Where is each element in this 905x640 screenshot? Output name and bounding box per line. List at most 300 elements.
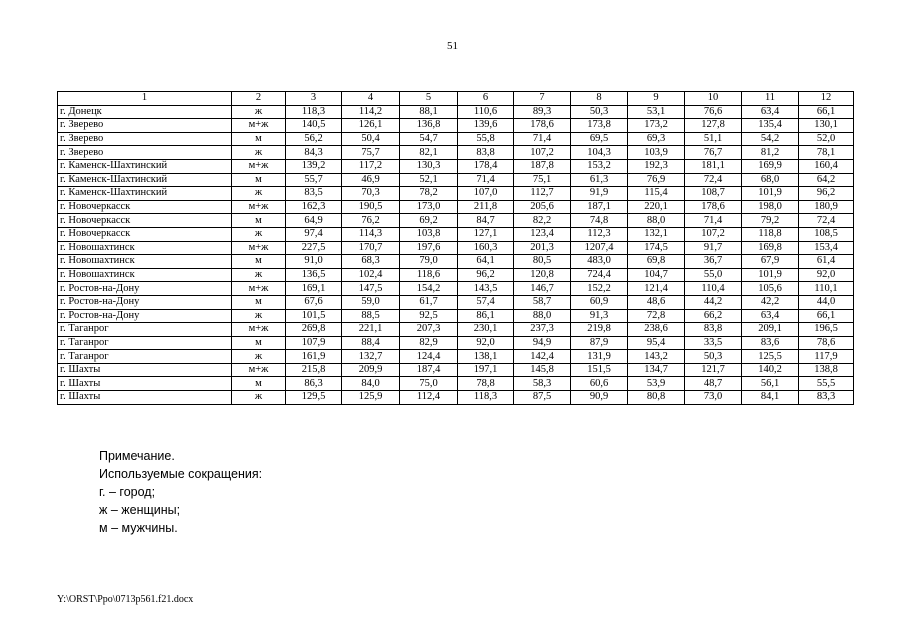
value-cell: 152,2	[571, 282, 628, 296]
value-cell: 124,4	[400, 350, 458, 364]
value-cell: 162,3	[286, 200, 342, 214]
value-cell: 114,2	[342, 105, 400, 119]
value-cell: 101,9	[742, 268, 799, 282]
sex-cell: м	[232, 214, 286, 228]
value-cell: 96,2	[799, 187, 854, 201]
value-cell: 207,3	[400, 323, 458, 337]
value-cell: 76,2	[342, 214, 400, 228]
value-cell: 139,2	[286, 159, 342, 173]
table-row	[58, 241, 854, 255]
city-cell: г. Шахты	[58, 391, 232, 405]
value-cell: 107,9	[286, 336, 342, 350]
table-row	[58, 268, 854, 282]
value-cell: 66,2	[685, 309, 742, 323]
value-cell: 51,1	[685, 132, 742, 146]
sex-cell: м+ж	[232, 323, 286, 337]
value-cell: 131,9	[571, 350, 628, 364]
value-cell: 178,6	[685, 200, 742, 214]
value-cell: 121,4	[628, 282, 685, 296]
city-cell: г. Шахты	[58, 363, 232, 377]
value-cell: 84,3	[286, 146, 342, 160]
value-cell: 197,1	[458, 363, 514, 377]
value-cell: 84,0	[342, 377, 400, 391]
city-cell: г. Таганрог	[58, 323, 232, 337]
value-cell: 132,1	[628, 227, 685, 241]
value-cell: 140,5	[286, 119, 342, 133]
sex-cell: м+ж	[232, 159, 286, 173]
value-cell: 92,5	[400, 309, 458, 323]
table-row	[58, 119, 854, 133]
value-cell: 54,2	[742, 132, 799, 146]
value-cell: 170,7	[342, 241, 400, 255]
value-cell: 134,7	[628, 363, 685, 377]
value-cell: 92,0	[799, 268, 854, 282]
table-row	[58, 350, 854, 364]
value-cell: 88,0	[514, 309, 571, 323]
value-cell: 178,6	[514, 119, 571, 133]
table-row	[58, 309, 854, 323]
table-row	[58, 105, 854, 119]
value-cell: 118,6	[400, 268, 458, 282]
value-cell: 88,1	[400, 105, 458, 119]
value-cell: 724,4	[571, 268, 628, 282]
value-cell: 46,9	[342, 173, 400, 187]
sex-cell: ж	[232, 187, 286, 201]
city-cell: г. Ростов-на-Дону	[58, 309, 232, 323]
value-cell: 101,9	[742, 187, 799, 201]
city-cell: г. Шахты	[58, 377, 232, 391]
value-cell: 88,0	[628, 214, 685, 228]
value-cell: 110,4	[685, 282, 742, 296]
city-cell: г. Новошахтинск	[58, 255, 232, 269]
value-cell: 112,4	[400, 391, 458, 405]
sex-cell: ж	[232, 391, 286, 405]
sex-cell: ж	[232, 309, 286, 323]
value-cell: 53,9	[628, 377, 685, 391]
value-cell: 59,0	[342, 295, 400, 309]
table-row	[58, 282, 854, 296]
value-cell: 66,1	[799, 105, 854, 119]
value-cell: 80,5	[514, 255, 571, 269]
data-table	[57, 91, 854, 405]
value-cell: 118,3	[286, 105, 342, 119]
city-cell: г. Ростов-на-Дону	[58, 295, 232, 309]
sex-cell: ж	[232, 105, 286, 119]
value-cell: 117,9	[799, 350, 854, 364]
sex-cell: м+ж	[232, 363, 286, 377]
value-cell: 181,1	[685, 159, 742, 173]
value-cell: 56,2	[286, 132, 342, 146]
value-cell: 71,4	[514, 132, 571, 146]
value-cell: 61,3	[571, 173, 628, 187]
value-cell: 153,2	[571, 159, 628, 173]
value-cell: 50,3	[571, 105, 628, 119]
table-header-row	[58, 92, 854, 106]
value-cell: 146,7	[514, 282, 571, 296]
value-cell: 42,2	[742, 295, 799, 309]
sex-cell: м+ж	[232, 200, 286, 214]
value-cell: 114,3	[342, 227, 400, 241]
value-cell: 173,2	[628, 119, 685, 133]
value-cell: 72,4	[799, 214, 854, 228]
value-cell: 219,8	[571, 323, 628, 337]
value-cell: 211,8	[458, 200, 514, 214]
value-cell: 145,8	[514, 363, 571, 377]
value-cell: 173,0	[400, 200, 458, 214]
city-cell: г. Каменск-Шахтинский	[58, 159, 232, 173]
value-cell: 83,8	[458, 146, 514, 160]
value-cell: 75,7	[342, 146, 400, 160]
notes-title: Примечание.	[99, 449, 175, 463]
column-header: 5	[400, 92, 458, 106]
value-cell: 96,2	[458, 268, 514, 282]
sex-cell: ж	[232, 268, 286, 282]
value-cell: 160,3	[458, 241, 514, 255]
notes-intro: Используемые сокращения:	[99, 467, 263, 481]
value-cell: 130,1	[799, 119, 854, 133]
value-cell: 105,6	[742, 282, 799, 296]
value-cell: 72,8	[628, 309, 685, 323]
value-cell: 60,6	[571, 377, 628, 391]
column-header: 4	[342, 92, 400, 106]
notes-section	[99, 447, 262, 537]
value-cell: 75,0	[400, 377, 458, 391]
value-cell: 91,7	[685, 241, 742, 255]
value-cell: 36,7	[685, 255, 742, 269]
value-cell: 187,4	[400, 363, 458, 377]
table-row	[58, 295, 854, 309]
value-cell: 80,8	[628, 391, 685, 405]
value-cell: 161,9	[286, 350, 342, 364]
value-cell: 104,3	[571, 146, 628, 160]
value-cell: 138,1	[458, 350, 514, 364]
value-cell: 108,5	[799, 227, 854, 241]
city-cell: г. Новошахтинск	[58, 268, 232, 282]
column-header: 3	[286, 92, 342, 106]
sex-cell: м+ж	[232, 119, 286, 133]
value-cell: 117,2	[342, 159, 400, 173]
value-cell: 173,8	[571, 119, 628, 133]
value-cell: 55,7	[286, 173, 342, 187]
value-cell: 87,9	[571, 336, 628, 350]
value-cell: 143,5	[458, 282, 514, 296]
value-cell: 190,5	[342, 200, 400, 214]
value-cell: 87,5	[514, 391, 571, 405]
value-cell: 107,2	[685, 227, 742, 241]
value-cell: 151,5	[571, 363, 628, 377]
sex-cell: м+ж	[232, 241, 286, 255]
sex-cell: м	[232, 295, 286, 309]
sex-cell: ж	[232, 146, 286, 160]
value-cell: 160,4	[799, 159, 854, 173]
value-cell: 197,6	[400, 241, 458, 255]
sex-cell: ж	[232, 350, 286, 364]
notes-item: г. – город;	[99, 485, 156, 499]
sex-cell: м	[232, 377, 286, 391]
table-row	[58, 146, 854, 160]
table-row	[58, 200, 854, 214]
value-cell: 78,2	[400, 187, 458, 201]
sex-cell: м	[232, 173, 286, 187]
value-cell: 118,3	[458, 391, 514, 405]
page-number: 51	[447, 40, 458, 52]
value-cell: 44,0	[799, 295, 854, 309]
table-row	[58, 173, 854, 187]
value-cell: 55,8	[458, 132, 514, 146]
value-cell: 107,2	[514, 146, 571, 160]
value-cell: 76,6	[685, 105, 742, 119]
value-cell: 52,1	[400, 173, 458, 187]
value-cell: 180,9	[799, 200, 854, 214]
notes-item: м – мужчины.	[99, 521, 178, 535]
value-cell: 57,4	[458, 295, 514, 309]
value-cell: 129,5	[286, 391, 342, 405]
value-cell: 169,1	[286, 282, 342, 296]
value-cell: 101,5	[286, 309, 342, 323]
table-row	[58, 132, 854, 146]
value-cell: 110,6	[458, 105, 514, 119]
value-cell: 61,4	[799, 255, 854, 269]
value-cell: 76,9	[628, 173, 685, 187]
value-cell: 209,9	[342, 363, 400, 377]
value-cell: 118,8	[742, 227, 799, 241]
value-cell: 63,4	[742, 105, 799, 119]
value-cell: 169,8	[742, 241, 799, 255]
column-header: 7	[514, 92, 571, 106]
value-cell: 64,9	[286, 214, 342, 228]
table-row	[58, 323, 854, 337]
value-cell: 103,8	[400, 227, 458, 241]
value-cell: 108,7	[685, 187, 742, 201]
value-cell: 187,8	[514, 159, 571, 173]
table-row	[58, 255, 854, 269]
value-cell: 55,0	[685, 268, 742, 282]
table-row	[58, 159, 854, 173]
value-cell: 76,7	[685, 146, 742, 160]
column-header: 6	[458, 92, 514, 106]
value-cell: 138,8	[799, 363, 854, 377]
value-cell: 64,2	[799, 173, 854, 187]
value-cell: 64,1	[458, 255, 514, 269]
value-cell: 174,5	[628, 241, 685, 255]
value-cell: 103,9	[628, 146, 685, 160]
value-cell: 86,3	[286, 377, 342, 391]
value-cell: 237,3	[514, 323, 571, 337]
value-cell: 69,5	[571, 132, 628, 146]
column-header: 9	[628, 92, 685, 106]
value-cell: 78,1	[799, 146, 854, 160]
value-cell: 147,5	[342, 282, 400, 296]
value-cell: 83,8	[685, 323, 742, 337]
value-cell: 88,5	[342, 309, 400, 323]
column-header: 11	[742, 92, 799, 106]
value-cell: 69,2	[400, 214, 458, 228]
city-cell: г. Новошахтинск	[58, 241, 232, 255]
value-cell: 140,2	[742, 363, 799, 377]
value-cell: 227,5	[286, 241, 342, 255]
value-cell: 125,9	[342, 391, 400, 405]
value-cell: 66,1	[799, 309, 854, 323]
value-cell: 107,0	[458, 187, 514, 201]
value-cell: 67,6	[286, 295, 342, 309]
city-cell: г. Ростов-на-Дону	[58, 282, 232, 296]
table-row	[58, 391, 854, 405]
value-cell: 83,3	[799, 391, 854, 405]
value-cell: 50,3	[685, 350, 742, 364]
value-cell: 139,6	[458, 119, 514, 133]
value-cell: 71,4	[685, 214, 742, 228]
value-cell: 112,7	[514, 187, 571, 201]
value-cell: 53,1	[628, 105, 685, 119]
value-cell: 61,7	[400, 295, 458, 309]
value-cell: 97,4	[286, 227, 342, 241]
value-cell: 91,3	[571, 309, 628, 323]
city-cell: г. Донецк	[58, 105, 232, 119]
value-cell: 82,1	[400, 146, 458, 160]
value-cell: 83,6	[742, 336, 799, 350]
value-cell: 63,4	[742, 309, 799, 323]
value-cell: 269,8	[286, 323, 342, 337]
value-cell: 91,9	[571, 187, 628, 201]
value-cell: 56,1	[742, 377, 799, 391]
value-cell: 55,5	[799, 377, 854, 391]
value-cell: 90,9	[571, 391, 628, 405]
value-cell: 79,2	[742, 214, 799, 228]
value-cell: 136,8	[400, 119, 458, 133]
value-cell: 123,4	[514, 227, 571, 241]
value-cell: 52,0	[799, 132, 854, 146]
value-cell: 127,8	[685, 119, 742, 133]
value-cell: 483,0	[571, 255, 628, 269]
value-cell: 142,4	[514, 350, 571, 364]
value-cell: 48,6	[628, 295, 685, 309]
city-cell: г. Зверево	[58, 132, 232, 146]
value-cell: 74,8	[571, 214, 628, 228]
value-cell: 115,4	[628, 187, 685, 201]
value-cell: 102,4	[342, 268, 400, 282]
value-cell: 121,7	[685, 363, 742, 377]
value-cell: 205,6	[514, 200, 571, 214]
value-cell: 130,3	[400, 159, 458, 173]
value-cell: 84,7	[458, 214, 514, 228]
value-cell: 221,1	[342, 323, 400, 337]
value-cell: 153,4	[799, 241, 854, 255]
value-cell: 33,5	[685, 336, 742, 350]
value-cell: 44,2	[685, 295, 742, 309]
value-cell: 78,6	[799, 336, 854, 350]
value-cell: 86,1	[458, 309, 514, 323]
value-cell: 88,4	[342, 336, 400, 350]
value-cell: 71,4	[458, 173, 514, 187]
value-cell: 220,1	[628, 200, 685, 214]
table-row	[58, 187, 854, 201]
column-header: 10	[685, 92, 742, 106]
value-cell: 72,4	[685, 173, 742, 187]
value-cell: 135,4	[742, 119, 799, 133]
table-row	[58, 377, 854, 391]
value-cell: 192,3	[628, 159, 685, 173]
value-cell: 69,8	[628, 255, 685, 269]
value-cell: 230,1	[458, 323, 514, 337]
value-cell: 110,1	[799, 282, 854, 296]
sex-cell: ж	[232, 227, 286, 241]
notes-item: ж – женщины;	[99, 503, 181, 517]
value-cell: 58,3	[514, 377, 571, 391]
city-cell: г. Зверево	[58, 146, 232, 160]
value-cell: 67,9	[742, 255, 799, 269]
value-cell: 209,1	[742, 323, 799, 337]
value-cell: 48,7	[685, 377, 742, 391]
value-cell: 143,2	[628, 350, 685, 364]
city-cell: г. Новочеркасск	[58, 214, 232, 228]
value-cell: 95,4	[628, 336, 685, 350]
value-cell: 84,1	[742, 391, 799, 405]
value-cell: 75,1	[514, 173, 571, 187]
value-cell: 68,3	[342, 255, 400, 269]
city-cell: г. Каменск-Шахтинский	[58, 187, 232, 201]
value-cell: 79,0	[400, 255, 458, 269]
sex-cell: м	[232, 255, 286, 269]
value-cell: 82,2	[514, 214, 571, 228]
city-cell: г. Новочеркасск	[58, 200, 232, 214]
column-header: 2	[232, 92, 286, 106]
table-row	[58, 363, 854, 377]
column-header: 1	[58, 92, 232, 106]
value-cell: 78,8	[458, 377, 514, 391]
table-row	[58, 227, 854, 241]
value-cell: 69,3	[628, 132, 685, 146]
city-cell: г. Каменск-Шахтинский	[58, 173, 232, 187]
value-cell: 178,4	[458, 159, 514, 173]
value-cell: 81,2	[742, 146, 799, 160]
value-cell: 154,2	[400, 282, 458, 296]
city-cell: г. Таганрог	[58, 336, 232, 350]
sex-cell: м	[232, 336, 286, 350]
value-cell: 120,8	[514, 268, 571, 282]
value-cell: 132,7	[342, 350, 400, 364]
city-cell: г. Новочеркасск	[58, 227, 232, 241]
value-cell: 104,7	[628, 268, 685, 282]
value-cell: 126,1	[342, 119, 400, 133]
value-cell: 92,0	[458, 336, 514, 350]
value-cell: 94,9	[514, 336, 571, 350]
value-cell: 127,1	[458, 227, 514, 241]
city-cell: г. Таганрог	[58, 350, 232, 364]
column-header: 12	[799, 92, 854, 106]
sex-cell: м	[232, 132, 286, 146]
value-cell: 50,4	[342, 132, 400, 146]
value-cell: 215,8	[286, 363, 342, 377]
value-cell: 60,9	[571, 295, 628, 309]
table-row	[58, 214, 854, 228]
value-cell: 68,0	[742, 173, 799, 187]
value-cell: 82,9	[400, 336, 458, 350]
value-cell: 83,5	[286, 187, 342, 201]
city-cell: г. Зверево	[58, 119, 232, 133]
value-cell: 136,5	[286, 268, 342, 282]
value-cell: 238,6	[628, 323, 685, 337]
value-cell: 70,3	[342, 187, 400, 201]
column-header: 8	[571, 92, 628, 106]
value-cell: 125,5	[742, 350, 799, 364]
value-cell: 187,1	[571, 200, 628, 214]
value-cell: 201,3	[514, 241, 571, 255]
value-cell: 1207,4	[571, 241, 628, 255]
value-cell: 54,7	[400, 132, 458, 146]
value-cell: 73,0	[685, 391, 742, 405]
value-cell: 196,5	[799, 323, 854, 337]
sex-cell: м+ж	[232, 282, 286, 296]
